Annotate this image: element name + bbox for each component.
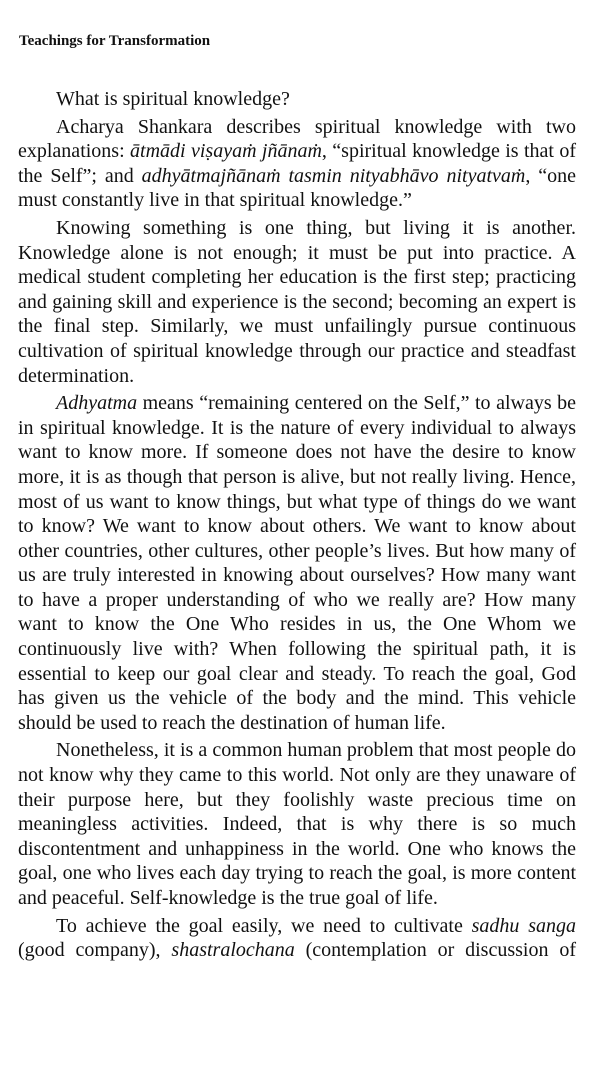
italic-term: adhyātmajñānaṁ tasmin nityabhāvo nityatvaṁ: [141, 164, 526, 187]
text-run: , “spiritual knowledge is that of the Self”; and: [18, 140, 577, 187]
paragraph-nonetheless: [18, 738, 576, 910]
text-run: To achieve the goal easily, we need to cultivate: [56, 914, 472, 937]
paragraph-achieve: [18, 914, 576, 963]
paragraph-adhyatma: [18, 391, 576, 735]
text-run: (good company),: [18, 939, 172, 962]
text-run: , “one must constantly live in that spiritual knowledge.”: [18, 164, 576, 212]
text-run: (contemplation or discussion of: [294, 939, 577, 962]
italic-term: Adhyatma: [56, 392, 138, 415]
text-run: Nonetheless, it is a common human problem that most people do not know why they came to this world. Not only are they unaware of their purpose here, but they foolishly waste precious time on meaningless activities. Indeed, that is why there is so much discontentment and unhappiness in the world. One who knows the goal, one who lives each day trying to reach the goal, is more content and peaceful. Self-knowledge is the true goal of life.: [18, 739, 576, 909]
text-run: means “remaining centered on the Self,” to always be in spiritual knowledge. It is the nature of every individual to always want to know more. If someone does not have the desire to know more, it is as though that person is alive, but not really living. Hence, most of us want to know things, but what type of things do we want to know? We want to know about others. We want to know about other countries, other cultures, other people’s lives. But how many of us are truly interested in knowing about ourselves? How many want to have a proper understanding of who we really are? How many want to know the One Who resides in us, the One Whom we continuously live with? When following the spiritual path, it is essential to keep our goal clear and steady. To reach the goal, God has given us the vehicle of the body and the mind. This vehicle should be used to reach the destination of human life.: [18, 392, 576, 734]
text-run: Knowing something is one thing, but living it is another. Knowledge alone is not enough; it must be put into practice. A medical student completing her education is the first step; practicing and gaining skill and experience is the second; becoming an expert is the final step. Similarly, we must unfailingly pursue continuous cultivation of spiritual knowledge through our practice and steadfast determination.: [18, 216, 576, 387]
paragraph-question: [18, 87, 576, 112]
italic-term: shastralochana: [171, 939, 295, 962]
italic-term: sadhu sanga: [471, 914, 576, 937]
italic-term: ātmādi viṣayaṁ jñānaṁ: [130, 140, 322, 163]
text-run: Acharya Shankara describes spiritual knowledge with two explanations:: [18, 115, 576, 163]
running-head: Teachings for Transformation: [19, 33, 211, 49]
text-run: What is spiritual knowledge?: [56, 88, 290, 110]
paragraph-knowing: [18, 216, 576, 388]
paragraph-shankara: [18, 115, 576, 213]
body-text: [18, 87, 576, 966]
